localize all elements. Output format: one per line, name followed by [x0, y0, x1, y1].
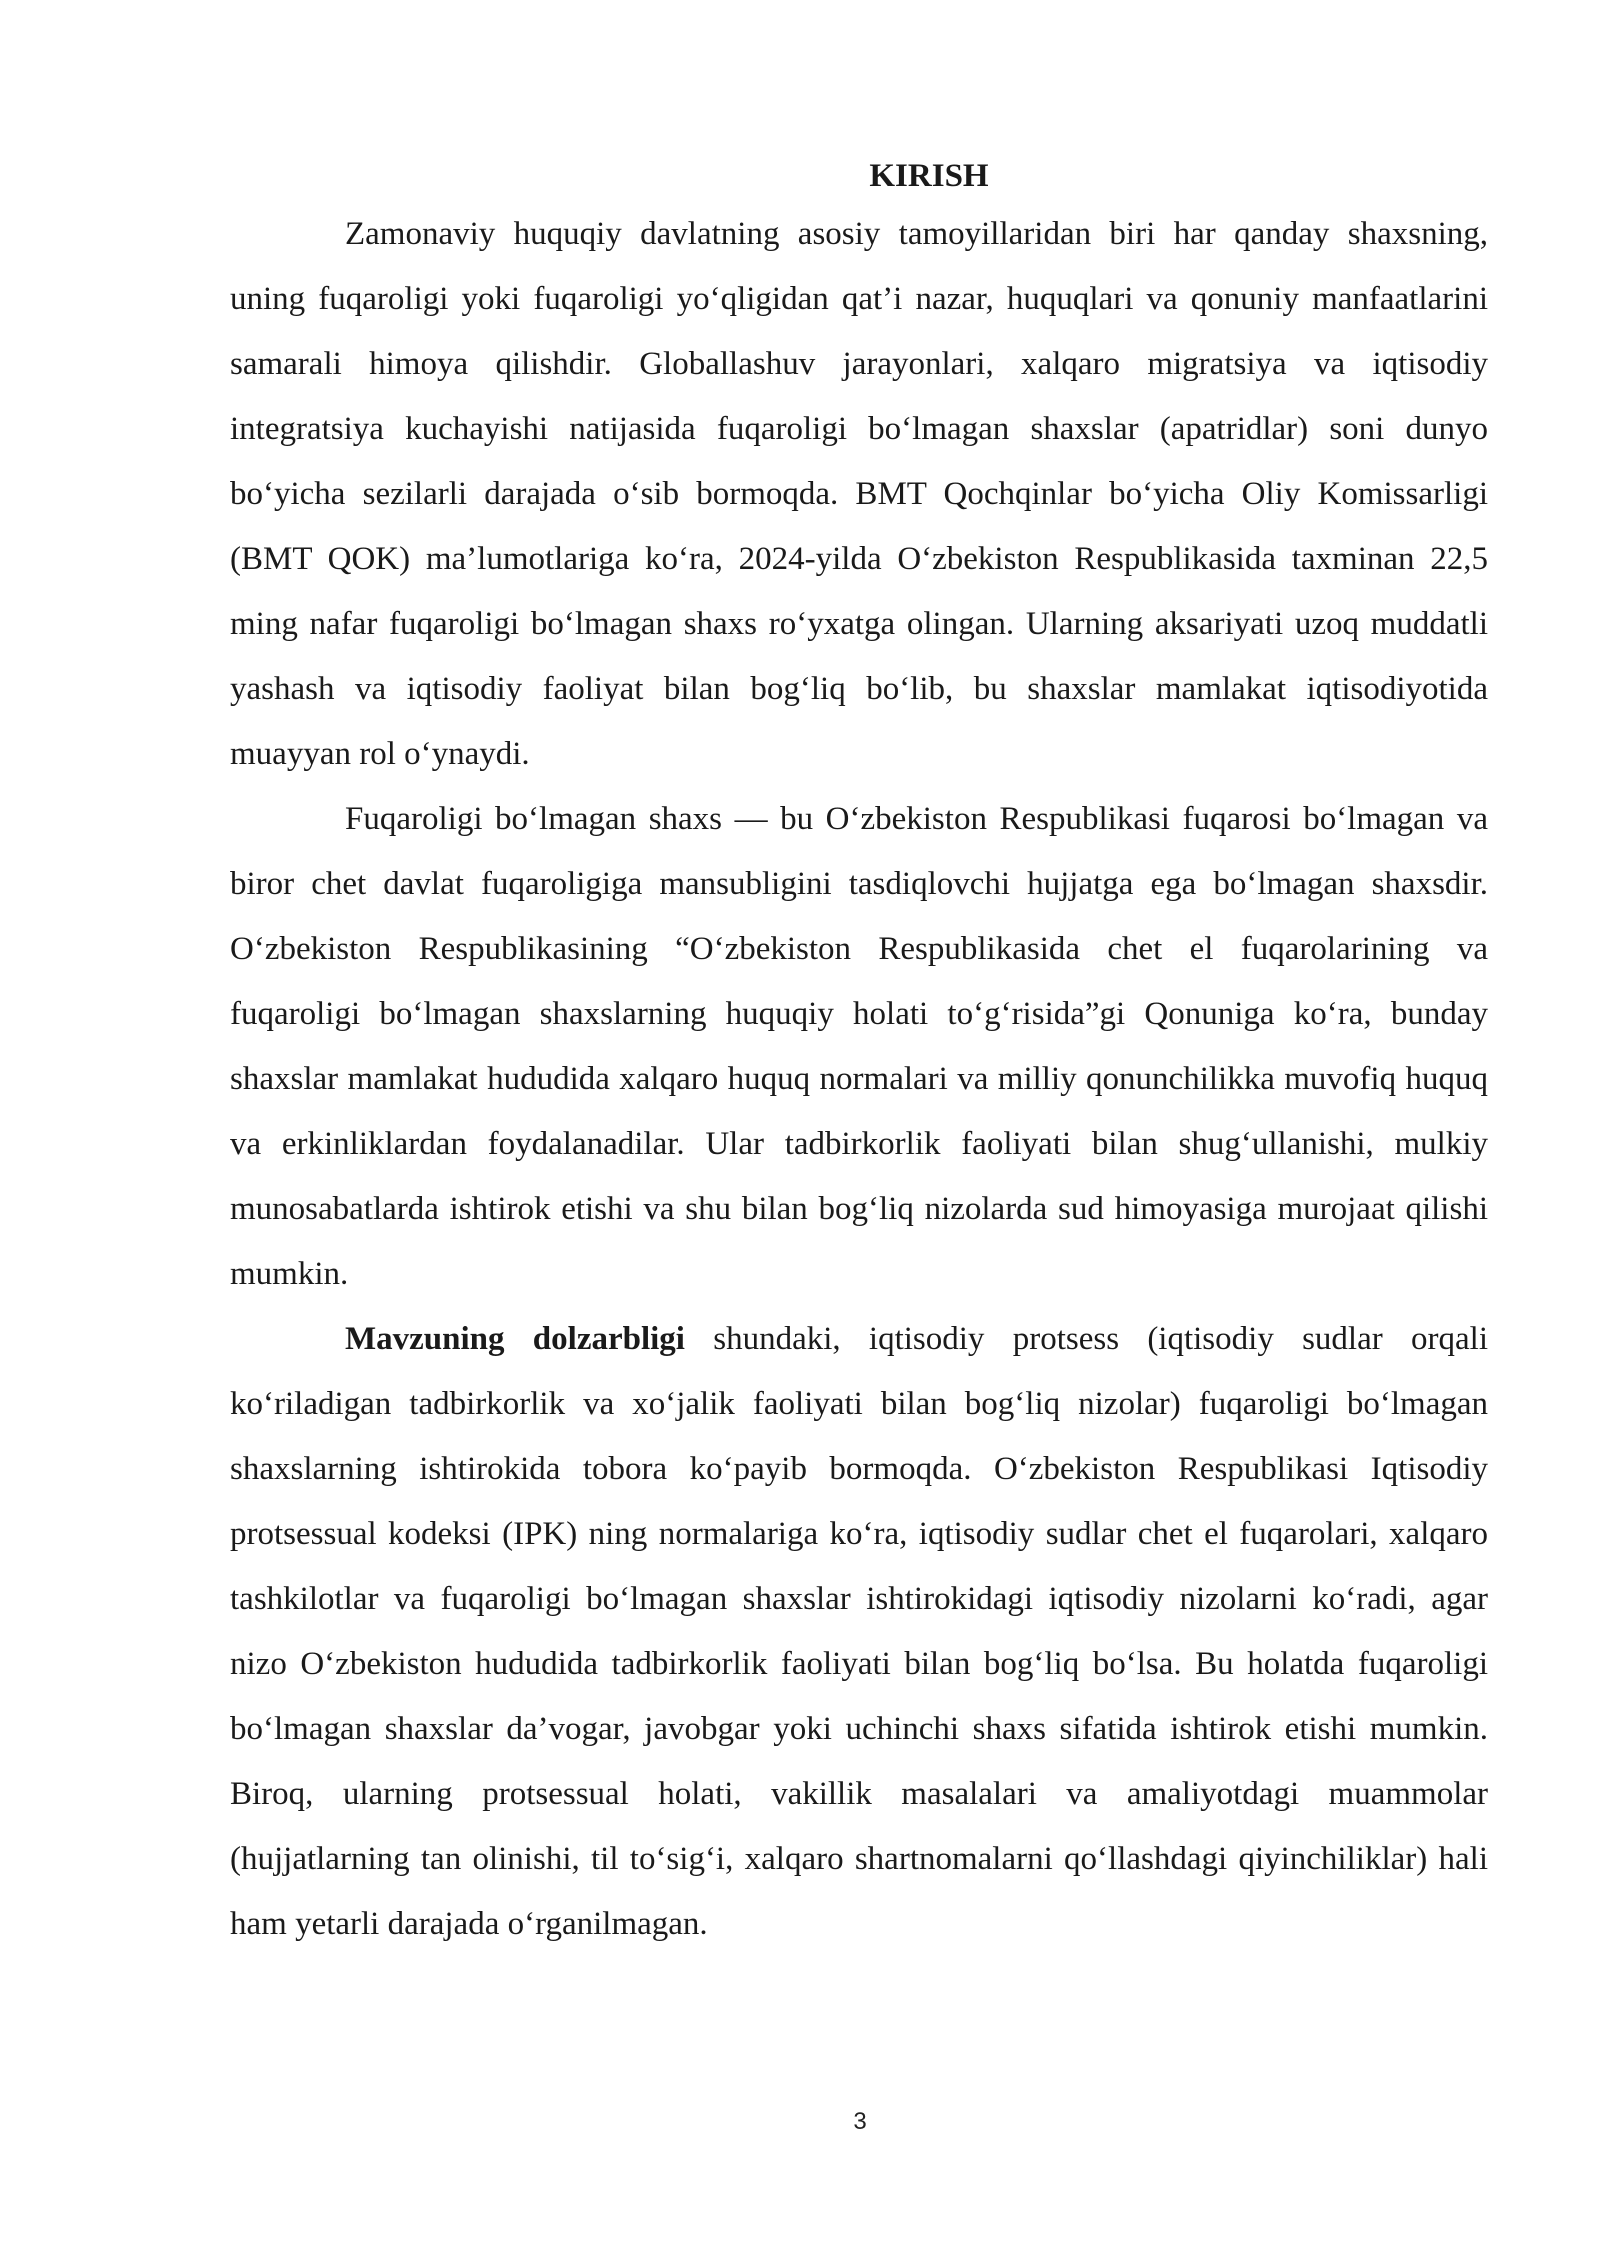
paragraph-definition: Fuqaroligi bo‘lmagan shaxs — bu O‘zbekiston Respublikasi fuqarosi bo‘lmagan va biror chet davlat fuqaroligiga mansubligini tasdiqlovchi hujjatga ega bo‘lmagan shaxsdir. O‘zbekiston Respublikasining “O‘zbekiston Respublikasida chet el fuqarolarining va fuqaroligi bo‘lmagan shaxslarning huquqiy holati to‘g‘risida”gi Qonuniga ko‘ra, bunday shaxslar mamlakat hududida xalqaro huquq normalari va milliy qonunchilikka muvofiq huquq va erkinliklardan foydalanadilar. Ular tadbirkorlik faoliyati bilan shug‘ullanishi, mulkiy munosabatlarda ishtirok etishi va shu bilan bog‘liq nizolarda sud himoyasiga murojaat qilishi mumkin. [230, 801, 1488, 1292]
paragraph-intro: Zamonaviy huquqiy davlatning asosiy tamoyillaridan biri har qanday shaxsning, uning fuqaroligi yoki fuqaroligi yo‘qligidan qat’i nazar, huquqlari va qonuniy manfaatlarini samarali himoya qilishdir. Globallashuv jarayonlari, xalqaro migratsiya va iqtisodiy integratsiya kuchayishi natijasida fuqaroligi bo‘lmagan shaxslar (apatridlar) soni dunyo bo‘yicha sezilarli darajada o‘sib bormoqda. BMT Qochqinlar bo‘yicha Oliy Komissarligi (BMT QOK) ma’lumotlariga ko‘ra, 2024-yilda O‘zbekiston Respublikasida taxminan 22,5 ming nafar fuqaroligi bo‘lmagan shaxs ro‘yxatga olingan. Ularning aksariyati uzoq muddatli yashash va iqtisodiy faoliyat bilan bog‘liq bo‘lib, bu shaxslar mamlakat iqtisodiyotida muayyan rol o‘ynaydi. [230, 216, 1488, 772]
page-body [230, 150, 1488, 1957]
relevance-lead: Mavzuning dolzarbligi [345, 1321, 685, 1357]
paragraph-relevance [230, 1307, 1488, 1957]
page-number: 3 [853, 2108, 867, 2135]
section-title: KIRISH [869, 158, 989, 194]
relevance-text: shundaki, iqtisodiy protsess (iqtisodiy sudlar orqali ko‘riladigan tadbirkorlik va xo‘jalik faoliyati bilan bog‘liq nizolar) fuqaroligi bo‘lmagan shaxslarning ishtirokida tobora ko‘payib bormoqda. O‘zbekiston Respublikasi Iqtisodiy protsessual kodeksi (IPK) ning normalariga ko‘ra, iqtisodiy sudlar chet el fuqarolari, xalqaro tashkilotlar va fuqaroligi bo‘lmagan shaxslar ishtirokidagi iqtisodiy nizolarni ko‘radi, agar nizo O‘zbekiston hududida tadbirkorlik faoliyati bilan bog‘liq bo‘lsa. Bu holatda fuqaroligi bo‘lmagan shaxslar da’vogar, javobgar yoki uchinchi shaxs sifatida ishtirok etishi mumkin. Biroq, ularning protsessual holati, vakillik masalalari va amaliyotdagi muammolar (hujjatlarning tan olinishi, til to‘sig‘i, xalqaro shartnomalarni qo‘llashdagi qiyinchiliklar) hali ham yetarli darajada o‘rganilmagan. [230, 1321, 1488, 1942]
